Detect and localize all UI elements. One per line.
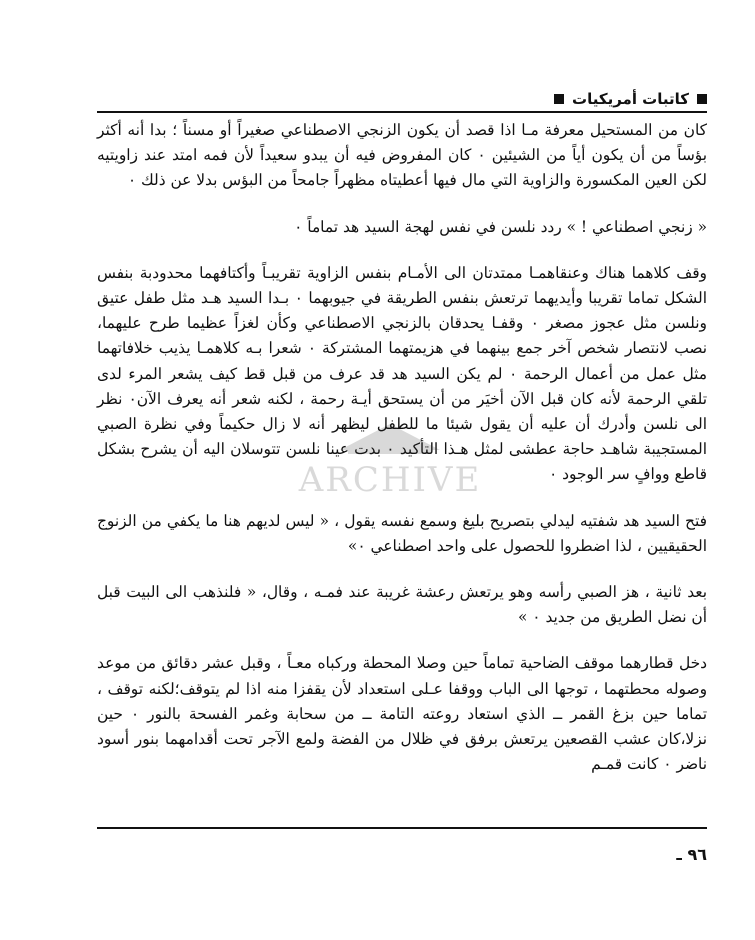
paragraph-3: وقف كلاهما هناك وعنقاهمـا ممتدتان الى الأمـام بنفس الزاوية تقريبـاً وأكتافهما محدودبة بنفس الشكل تماما تقريبا وأيديهما ترتعش بنفس الطريقة في جيوبهما ٠ بـدا السيد هـد مثل طفل عتيق ونلسن مثل عجوز مصغر ٠ وقفـا يحدقان بالزنجي الاصطناعي وكأن لغزاً عظيما طرح عليهما، نصب لانتصار شخص آخر جمع بينهما في هزيمتهما المشتركة ٠ شعرا بـه كلاهمـا يذيب خلافاتهما مثل عمل من أعمال الرحمة ٠ لم يكن السيد هد قد عرف من قبل قط كيف يشعر المرء لدى تلقي الرحمة لأنه كان قبل الآن أخيَر من أن يستحق أيـة رحمة ، لكنه شعر أنه يعرف الآن٠ نظر الى نلسن وأدرك أن عليه أن يقول شيئا ما للطفل ليظهر أنه لا زال حكيماً وفي نظرة الصبي المستجيبة شاهـد حاجة عطشى لمثل هـذا التأكيد ٠ بدت عينا نلسن تتوسلان اليه أن يشرح بشكل قاطع ووافٍ سر الوجود ٠	[97, 263, 708, 484]
page-number: ٩٦ ـ	[676, 845, 707, 864]
watermark-text: ARCHIVE	[298, 460, 482, 500]
header-square-right	[697, 94, 707, 104]
paragraph-4: فتح السيد هد شفتيه ليدلي بتصريح بليغ وسمع نفسه يقول ، « ليس لديهم هنا ما يكفي من الزنوج الحقيقيين ، لذا اضطروا للحصول على واحد اصطناعي ٠»	[97, 511, 707, 555]
header-square-left	[554, 94, 564, 104]
page-body	[97, 118, 707, 777]
paragraph-5: بعد ثانية ، هز الصبي رأسه وهو يرتعش رعشة غريبة عند فمـه ، وقال، « فلنذهب الى البيت قبل أن نضل الطريق من جديد ٠ »	[97, 583, 707, 627]
header-title: كاتبات أمريكيات	[572, 90, 689, 108]
running-header	[407, 88, 707, 110]
paragraph-2: « زنجي اصطناعي ! » ردد نلسن في نفس لهجة السيد هد تماماً ٠	[294, 217, 707, 236]
paragraph-1: كان من المستحيل معرفة مـا اذا قصد أن يكون الزنجي الاصطناعي صغيراً أو مسناً ؛ بدا أنه أكثر بؤساً من أن يكون أياً من الشيئين ٠ كان المفروض فيه أن يبدو سعيداً لأن فمه امتد عند زاويتيه لكن العين المكسورة والزاوية التي مال فيها أعطيتاه مظهراً جامحاً من البؤس بدلا عن ذلك ٠	[97, 121, 707, 190]
header-rule	[97, 111, 707, 113]
paragraph-6: دخل قطارهما موقف الضاحية تماماً حين وصلا المحطة وركباه معـاً ، وقبل عشر دقائق من موعد وصوله محطتهما ، توجها الى الباب ووقفا عـلى استعداد لأن يقفزا منه اذا لم يتوقف؛لكنه توقف ، تماما حين بزغ القمر ــ الذي استعاد روعته التامة ــ من سحابة وغمر الفسحة بالنور ٠ حين نزلا،كان عشب القصعين يرتعش برفق في ظلال من الفضة ولمع الآجر تحت أقدامهما بنور أسود ناضر ٠ كانت قمـم	[97, 654, 707, 774]
footer-rule	[97, 827, 707, 829]
